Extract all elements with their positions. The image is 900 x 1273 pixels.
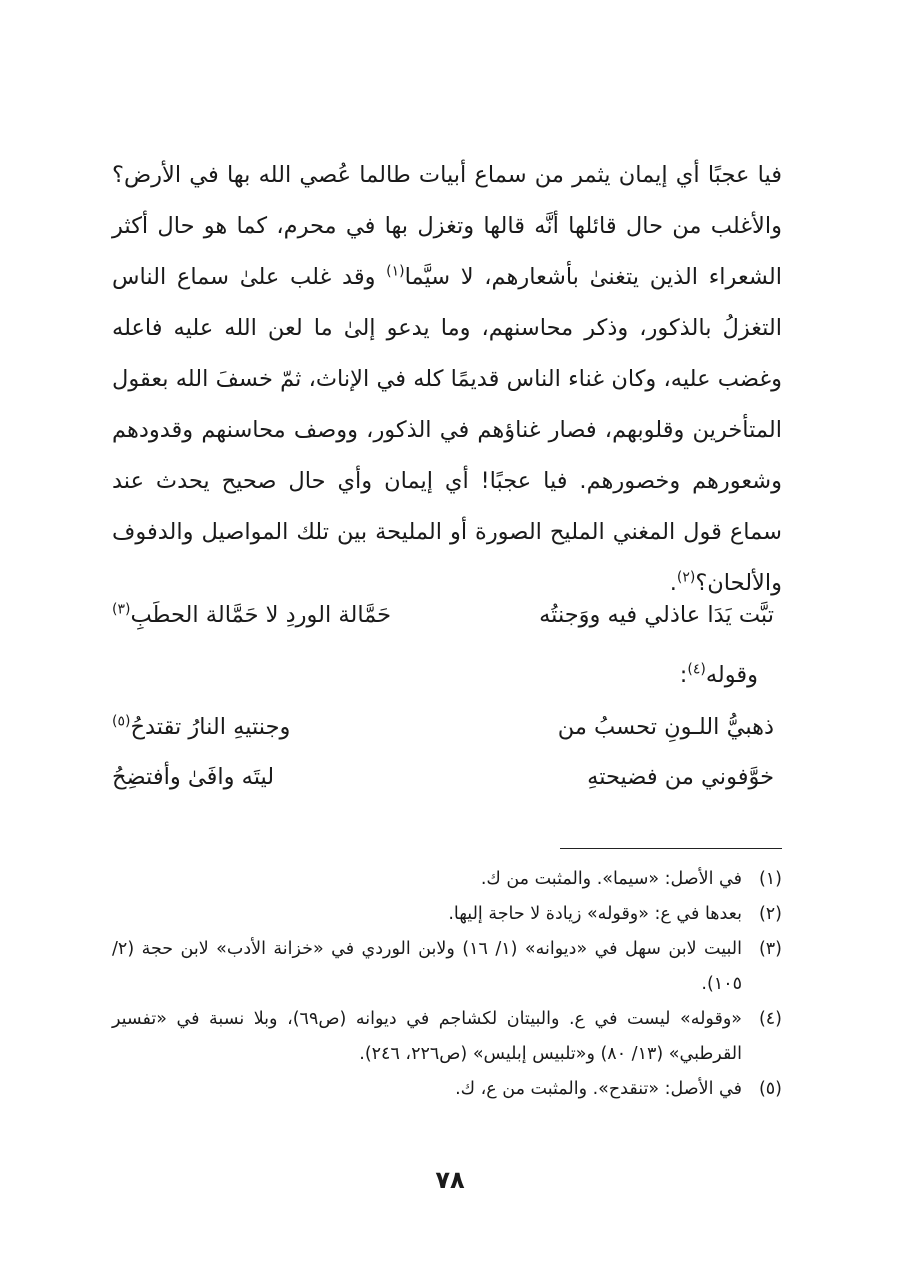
footnote-text: «وقوله» ليست في ع. والبيتان لكشاجم في ديوانه (ص٦٩)، وبلا نسبة في «تفسير القرطبي» (١٣/ ٨٠) و«تلبيس إبليس» (ص٢٢٦، ٢٤٦). [112, 1009, 742, 1064]
verse-2-line-2-right: خوَّفوني من فضيحتهِ [587, 764, 774, 790]
footnote-2 [112, 897, 782, 932]
footnote-ref-1[interactable]: (١) [386, 263, 405, 280]
verse-2-line-2-left: ليتَه وافَىٰ وأفتضِحُ [112, 764, 275, 790]
verse-1-hemistich-right: تبَّت يَدَا عاذلي فيه ووَجنتُه [539, 602, 774, 628]
paragraph-text [112, 150, 782, 609]
footnote-ref-4[interactable]: (٤) [687, 661, 706, 678]
footnote-ref-5[interactable]: (٥) [112, 713, 131, 730]
verse-2-line-1-left-wrap [112, 702, 290, 753]
verse-2-line-1-left: وجنتيهِ النارُ تقتدحُ [130, 714, 291, 740]
verse-1 [112, 590, 782, 641]
paragraph-part-b: وقد غلب علىٰ سماع الناس التغزلُ بالذكور، وذكر محاسنهم، وما يدعو إلىٰ ما لعن الله عليه فاعله وغضب عليه، وكان غناء الناس قديمًا كله في الإناث، ثمّ خسفَ الله بعقول المتأخرين وقلوبهم، فصار غناؤهم في الذكور، ووصف محاسنهم وقدودهم وشعورهم وخصورهم. فيا عجبًا! أي إيمان وأي حال صحيح يحدث عند سماع قول المغني المليح الصورة أو المليحة بين تلك المواصيل والدفوف والألحان؟ [112, 264, 782, 596]
page-number: ٧٨ [435, 1166, 465, 1194]
verse-2-line-1-right: ذهبيُّ اللـونِ تحسبُ من [557, 714, 774, 740]
footnote-text: البيت لابن سهل في «ديوانه» (١/ ١٦) ولابن الوردي في «خزانة الأدب» لابن حجة (٢/ ١٠٥). [112, 939, 742, 994]
footnotes [112, 862, 782, 1107]
poem-intro-text: وقوله [705, 662, 758, 688]
verse-2-line-2 [112, 752, 782, 803]
footnote-3 [112, 932, 782, 1002]
verse-1-hemistich-left: حَمَّالة الوردِ لا حَمَّالة الحطَبِ [130, 602, 392, 628]
footnote-number: (٣) [758, 939, 782, 959]
verse-2-line-1 [112, 702, 782, 753]
paragraph-part-a: فيا عجبًا أي إيمان يثمر من سماع أبيات طالما عُصي الله بها في الأرض؟ والأغلب من حال قائلها أنَّه قالها وتغزل بها في محرم، كما هو حال أكثر الشعراء الذين يتغنىٰ بأشعارهم، لا سيَّما [112, 162, 782, 290]
main-paragraph [112, 150, 782, 609]
footnote-4 [112, 1002, 782, 1072]
poem-intro-colon: : [679, 662, 688, 688]
footnote-5 [112, 1072, 782, 1107]
footnote-1 [112, 862, 782, 897]
verse-1-hemistich-left-wrap [112, 590, 391, 641]
footnote-number: (٥) [758, 1079, 782, 1099]
footnote-text: بعدها في ع: «وقوله» زيادة لا حاجة إليها. [448, 904, 742, 924]
paragraph-end: . [669, 570, 677, 596]
footnote-ref-2[interactable]: (٢) [676, 569, 696, 586]
poem-intro [680, 650, 758, 701]
footnote-number: (٢) [758, 904, 782, 924]
footnote-number: (١) [758, 869, 782, 889]
footnote-number: (٤) [758, 1009, 782, 1029]
footnote-separator [560, 848, 782, 849]
footnote-text: في الأصل: «تنقدح». والمثبت من ع، ك. [455, 1079, 742, 1099]
footnote-ref-3[interactable]: (٣) [112, 601, 131, 618]
footnote-text: في الأصل: «سيما». والمثبت من ك. [480, 869, 742, 889]
